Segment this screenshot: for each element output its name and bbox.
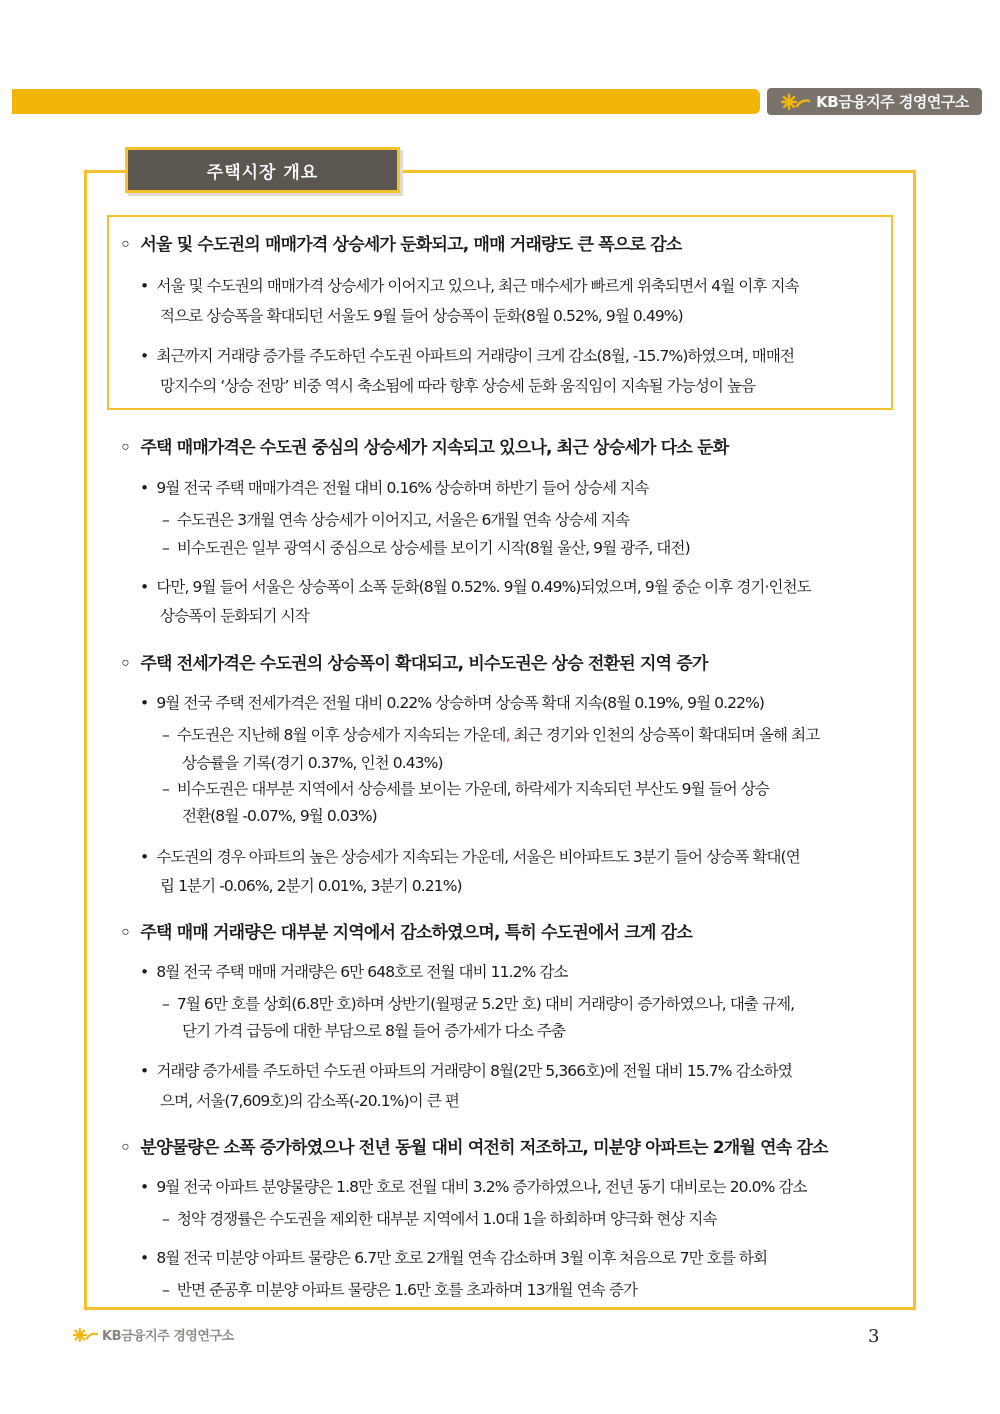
footer-brand-text: KB금융지주 경영연구소	[102, 1329, 234, 1344]
s4-bullet-1: • 9월 전국 아파트 분양물량은 1.8만 호로 전월 대비 3.2% 증가하였으나, 전년 동기 대비로는 20.0% 감소	[140, 1178, 807, 1196]
summary-bullet-2-line-2: 망지수의 ‘상승 전망’ 비중 역시 축소됨에 따라 향후 상승세 둔화 움직임이 지속될 가능성이 높음	[160, 377, 756, 395]
s3-bullet-2-line-1: • 거래량 증가세를 주도하던 수도권 아파트의 거래량이 8월(2만 5,366호)에 전월 대비 15.7% 감소하였	[140, 1062, 792, 1080]
s2-bullet-2-line-1: • 수도권의 경우 아파트의 높은 상승세가 지속되는 가운데, 서울은 비아파트도 3분기 들어 상승폭 확대(연	[140, 848, 800, 866]
s2-dash-1-line-2: 상승률을 기록(경기 0.37%, 인천 0.43%)	[182, 754, 443, 772]
summary-bullet-1-line-2: 적으로 상승폭을 확대되던 서울도 9월 들어 상승폭이 둔화(8월 0.52%, 9월 0.49%)	[160, 307, 683, 325]
s2-heading: ◦ 주택 전세가격은 수도권의 상승폭이 확대되고, 비수도권은 상승 전환된 지역 증가	[120, 654, 708, 674]
kb-star-icon	[72, 1327, 98, 1343]
s1-bullet-1: • 9월 전국 주택 매매가격은 전월 대비 0.16% 상승하며 하반기 들어 상승세 지속	[140, 479, 649, 497]
s4-dash-1: – 청약 경쟁률은 수도권을 제외한 대부분 지역에서 1.0대 1을 하회하며 양극화 현상 지속	[162, 1210, 717, 1228]
s1-bullet-2-line-1: • 다만, 9월 들어 서울은 상승폭이 소폭 둔화(8월 0.52%. 9월 0.49%)되었으며, 9월 중순 이후 경기·인천도	[140, 578, 811, 596]
kb-star-icon	[780, 93, 810, 111]
s3-dash-1-line-1: – 7월 6만 호를 상회(6.8만 호)하며 상반기(월평균 5.2만 호) 대비 거래량이 증가하였으나, 대출 규제,	[162, 995, 795, 1013]
s4-dash-2: – 반면 준공후 미분양 아파트 물량은 1.6만 호를 초과하며 13개월 연속 증가	[162, 1281, 638, 1299]
header-brand-text: KB금융지주 경영연구소	[816, 93, 969, 111]
s3-heading: ◦ 주택 매매 거래량은 대부분 지역에서 감소하였으며, 특히 수도권에서 크게 감소	[120, 923, 692, 943]
s1-dash-1: – 수도권은 3개월 연속 상승세가 이어지고, 서울은 6개월 연속 상승세 지속	[162, 511, 630, 529]
s1-dash-2: – 비수도권은 일부 광역시 중심으로 상승세를 보이기 시작(8월 울산, 9월 광주, 대전)	[162, 539, 690, 557]
s3-bullet-2-line-2: 으며, 서울(7,609호)의 감소폭(-20.1%)이 큰 편	[160, 1092, 459, 1110]
heading-marker: ◦	[120, 235, 131, 255]
s3-dash-1-line-2: 단기 가격 급등에 대한 부담으로 8월 들어 증가세가 다소 주춤	[182, 1022, 565, 1040]
summary-bullet-1-line-1: • 서울 및 수도권의 매매가격 상승세가 이어지고 있으나, 최근 매수세가 빠르게 위축되면서 4월 이후 지속	[140, 277, 799, 295]
s1-heading: ◦ 주택 매매가격은 수도권 중심의 상승세가 지속되고 있으나, 최근 상승세가 다소 둔화	[120, 438, 729, 458]
page-number: 3	[868, 1326, 880, 1347]
s1-bullet-2-line-2: 상승폭이 둔화되기 시작	[160, 607, 309, 625]
header-logo	[767, 88, 982, 115]
s4-heading: ◦ 분양물량은 소폭 증가하였으나 전년 동월 대비 여전히 저조하고, 미분양 아파트는 2개월 연속 감소	[120, 1138, 828, 1158]
s2-dash-2-line-1: – 비수도권은 대부분 지역에서 상승세를 보이는 가운데, 하락세가 지속되던 부산도 9월 들어 상승	[162, 780, 769, 798]
summary-bullet-2-line-1: • 최근까지 거래량 증가를 주도하던 수도권 아파트의 거래량이 크게 감소(8월, -15.7%)하였으며, 매매전	[140, 347, 795, 365]
section-title: 주택시장 개요	[206, 162, 319, 183]
header-accent-bar	[12, 89, 760, 114]
footer-logo	[72, 1325, 234, 1344]
s2-dash-1-line-1: – 수도권은 지난해 8월 이후 상승세가 지속되는 가운데, 최근 경기와 인천의 상승폭이 확대되며 올해 최고	[162, 726, 820, 744]
s2-bullet-2-line-2: 립 1분기 -0.06%, 2분기 0.01%, 3분기 0.21%)	[160, 877, 462, 895]
s3-bullet-1: • 8월 전국 주택 매매 거래량은 6만 648호로 전월 대비 11.2% 감소	[140, 963, 568, 981]
s2-bullet-1: • 9월 전국 주택 전세가격은 전월 대비 0.22% 상승하며 상승폭 확대 지속(8월 0.19%, 9월 0.22%)	[140, 694, 765, 712]
section-title-tab	[125, 147, 400, 193]
summary-heading: ◦ 서울 및 수도권의 매매가격 상승세가 둔화되고, 매매 거래량도 큰 폭으로 감소	[120, 235, 682, 255]
s2-dash-2-line-2: 전환(8월 -0.07%, 9월 0.03%)	[182, 807, 377, 825]
s4-bullet-2: • 8월 전국 미분양 아파트 물량은 6.7만 호로 2개월 연속 감소하며 3월 이후 처음으로 7만 호를 하회	[140, 1249, 768, 1267]
